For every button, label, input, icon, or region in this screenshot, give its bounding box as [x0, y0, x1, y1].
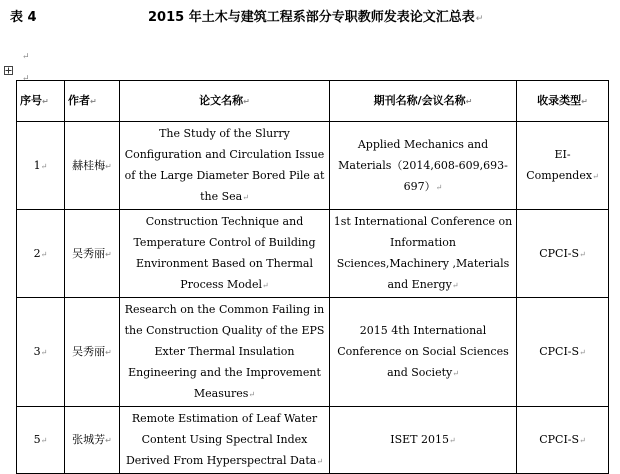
cell-author: 张城芳↵ [65, 407, 120, 474]
document-title-row [0, 4, 620, 24]
cell-no: 2↵ [17, 210, 65, 298]
header-title: 论文名称↵ [120, 81, 330, 122]
table-row [17, 298, 609, 407]
cell-title: Construction Technique and Temperature Control of Building Environment Based on Thermal Process Model↵ [120, 210, 330, 298]
cell-no: 5↵ [17, 407, 65, 474]
table-row [17, 407, 609, 474]
header-no: 序号↵ [17, 81, 65, 122]
table-label: 表 4 [10, 10, 37, 25]
table-caption-text: 2015 年土木与建筑工程系部分专职教师发表论文汇总表 [148, 10, 475, 25]
cell-venue: Applied Mechanics and Materials（2014,608-609,693-697）↵ [330, 122, 517, 210]
cell-no: 1↵ [17, 122, 65, 210]
header-venue: 期刊名称/会议名称↵ [330, 81, 517, 122]
cell-title: Research on the Common Failing in the Construction Quality of the EPS Exter Thermal Insulation Engineering and the Improvement Measures↵ [120, 298, 330, 407]
cell-venue: 1st International Conference on Information Sciences,Machinery ,Materials and Energy↵ [330, 210, 517, 298]
cell-title: Remote Estimation of Leaf Water Content Using Spectral Index Derived From Hyperspectral Data↵ [120, 407, 330, 474]
cell-index: CPCI-S↵ [517, 407, 609, 474]
cell-author: 赫桂梅↵ [65, 122, 120, 210]
cell-index: CPCI-S↵ [517, 298, 609, 407]
cell-index: CPCI-S↵ [517, 210, 609, 298]
table-row [17, 122, 609, 210]
papers-table [16, 80, 609, 474]
paragraph-mark-icon: ↵ [22, 74, 30, 84]
cell-venue: 2015 4th International Conference on Social Sciences and Society↵ [330, 298, 517, 407]
cell-title: The Study of the Slurry Configuration and Circulation Issue of the Large Diameter Bored Pile at the Sea↵ [120, 122, 330, 210]
paragraph-mark-icon: ↵ [22, 52, 30, 62]
table-caption [148, 6, 483, 25]
table-move-handle-icon[interactable] [4, 66, 13, 75]
cell-author: 吴秀丽↵ [65, 210, 120, 298]
paragraph-mark-icon: ↵ [475, 14, 484, 24]
table-row [17, 210, 609, 298]
header-author: 作者↵ [65, 81, 120, 122]
cell-author: 吴秀丽↵ [65, 298, 120, 407]
cell-index: EI-Compendex↵ [517, 122, 609, 210]
cell-venue: ISET 2015↵ [330, 407, 517, 474]
header-index: 收录类型↵ [517, 81, 609, 122]
cell-no: 3↵ [17, 298, 65, 407]
table-header-row [17, 81, 609, 122]
